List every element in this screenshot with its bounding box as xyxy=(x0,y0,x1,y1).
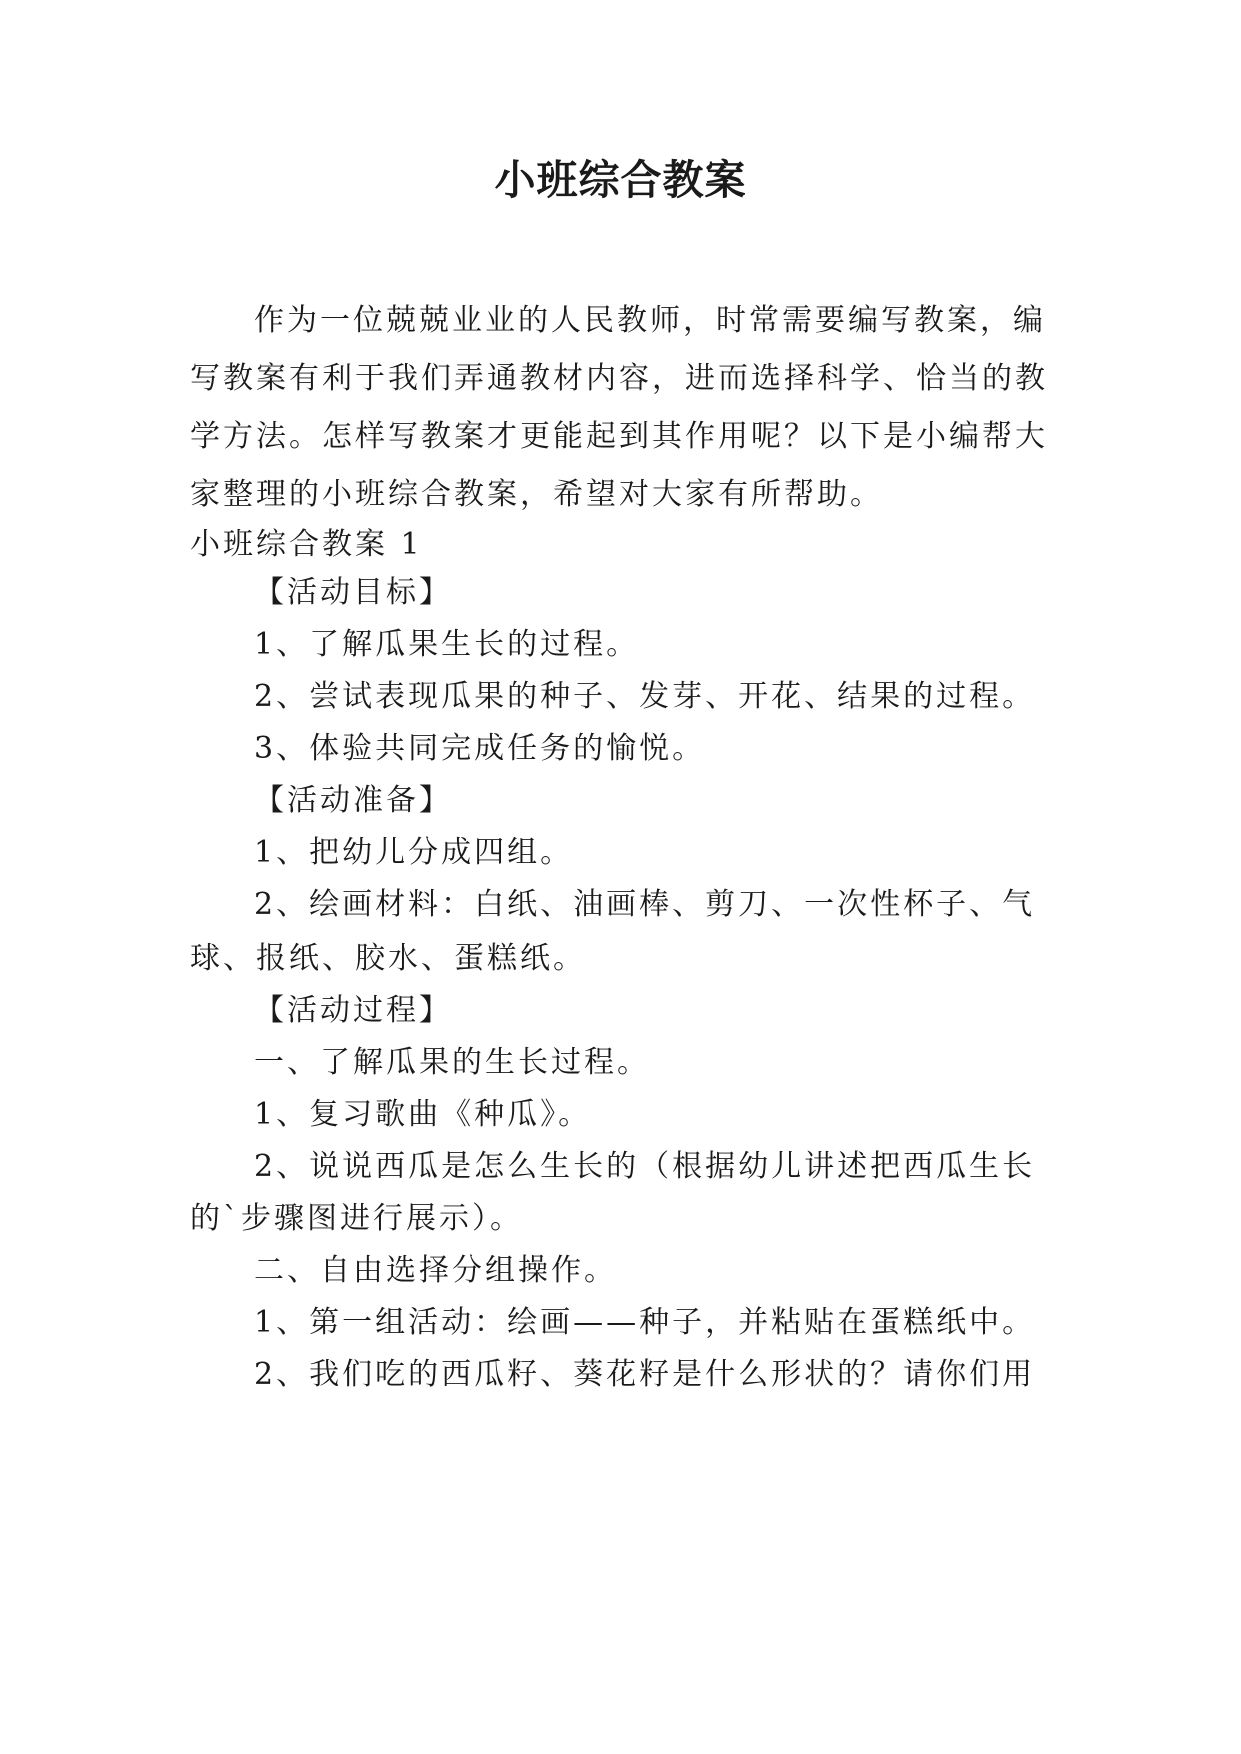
document-title: 小班综合教案 xyxy=(494,156,747,204)
goal-item: 2、尝试表现瓜果的种子、发芽、开花、结果的过程。 xyxy=(254,679,1036,714)
goal-item: 3、体验共同完成任务的愉悦。 xyxy=(254,731,706,766)
prep-item: 2、绘画材料：白纸、油画棒、剪刀、一次性杯子、气 xyxy=(254,887,1036,922)
process-step: 2、说说西瓜是怎么生长的（根据幼儿讲述把西瓜生长 xyxy=(254,1149,1036,1184)
section-heading: 小班综合教案 1 xyxy=(190,527,423,562)
process-step: 1、第一组活动：绘画——种子，并粘贴在蛋糕纸中。 xyxy=(254,1305,1036,1340)
activity-process-heading: 【活动过程】 xyxy=(254,993,452,1028)
prep-item: 1、把幼儿分成四组。 xyxy=(254,835,574,870)
process-step: 1、复习歌曲《种瓜》。 xyxy=(254,1097,592,1132)
activity-goal-heading: 【活动目标】 xyxy=(254,575,452,610)
intro-paragraph xyxy=(190,292,1050,524)
activity-prep-heading: 【活动准备】 xyxy=(254,783,452,818)
goal-item: 1、了解瓜果生长的过程。 xyxy=(254,627,640,662)
intro-line: 写教案有利于我们弄通教材内容，进而选择科学、恰当的教 xyxy=(190,361,1048,396)
prep-item-continued: 球、报纸、胶水、蛋糕纸。 xyxy=(190,941,586,976)
intro-line: 作为一位兢兢业业的人民教师，时常需要编写教案，编 xyxy=(254,303,1046,338)
process-step: 一、了解瓜果的生长过程。 xyxy=(254,1045,650,1080)
process-step-continued: 的`步骤图进行展示）。 xyxy=(190,1201,523,1236)
process-step: 二、自由选择分组操作。 xyxy=(254,1253,617,1288)
intro-line: 家整理的小班综合教案，希望对大家有所帮助。 xyxy=(190,477,883,512)
intro-line: 学方法。怎样写教案才更能起到其作用呢？以下是小编帮大 xyxy=(190,419,1048,454)
process-step: 2、我们吃的西瓜籽、葵花籽是什么形状的？请你们用 xyxy=(254,1357,1036,1392)
